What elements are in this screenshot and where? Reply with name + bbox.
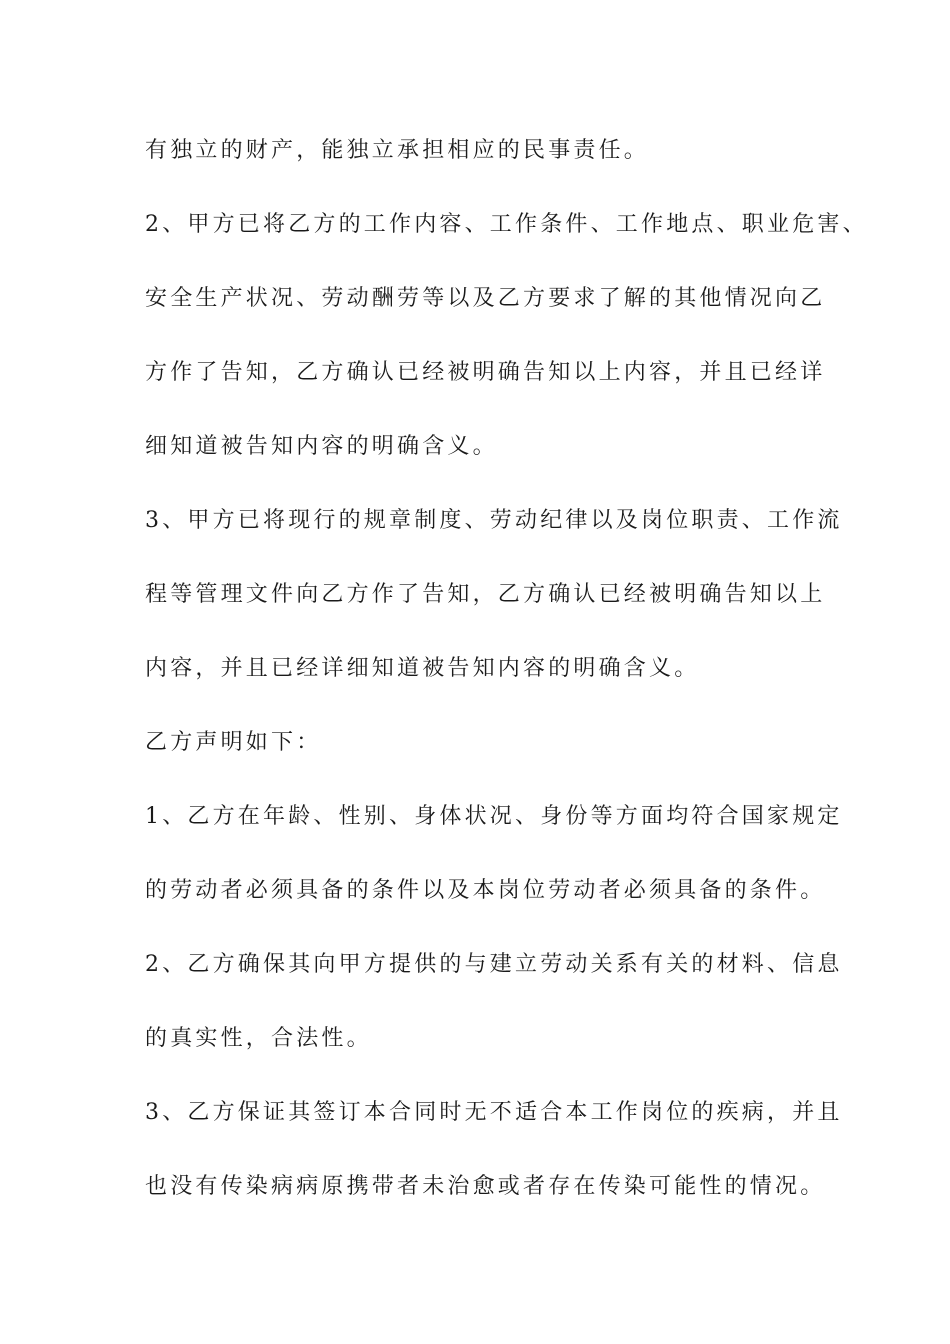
text-line: 的真实性，合法性。 bbox=[145, 1026, 372, 1051]
text-line: 2、甲方已将乙方的工作内容、工作条件、工作地点、职业危害、 bbox=[145, 212, 868, 237]
text-line: 方作了告知，乙方确认已经被明确告知以上内容，并且已经详 bbox=[145, 360, 826, 385]
text-line: 的劳动者必须具备的条件以及本岗位劳动者必须具备的条件。 bbox=[145, 878, 826, 903]
text-line: 1、乙方在年龄、性别、身体状况、身份等方面均符合国家规定 bbox=[145, 804, 843, 829]
text-line: 安全生产状况、劳动酬劳等以及乙方要求了解的其他情况向乙 bbox=[145, 286, 826, 311]
text-line: 3、甲方已将现行的规章制度、劳动纪律以及岗位职责、工作流 bbox=[145, 508, 843, 533]
text-line: 也没有传染病病原携带者未治愈或者存在传染可能性的情况。 bbox=[145, 1174, 826, 1199]
section-heading: 乙方声明如下： bbox=[145, 730, 322, 755]
text-line: 有独立的财产，能独立承担相应的民事责任。 bbox=[145, 138, 650, 163]
text-line: 3、乙方保证其签订本合同时无不适合本工作岗位的疾病，并且 bbox=[145, 1100, 843, 1125]
text-line: 2、乙方确保其向甲方提供的与建立劳动关系有关的材料、信息 bbox=[145, 952, 843, 977]
text-line: 程等管理文件向乙方作了告知，乙方确认已经被明确告知以上 bbox=[145, 582, 826, 607]
text-line: 内容，并且已经详细知道被告知内容的明确含义。 bbox=[145, 656, 700, 681]
text-line: 细知道被告知内容的明确含义。 bbox=[145, 434, 498, 459]
